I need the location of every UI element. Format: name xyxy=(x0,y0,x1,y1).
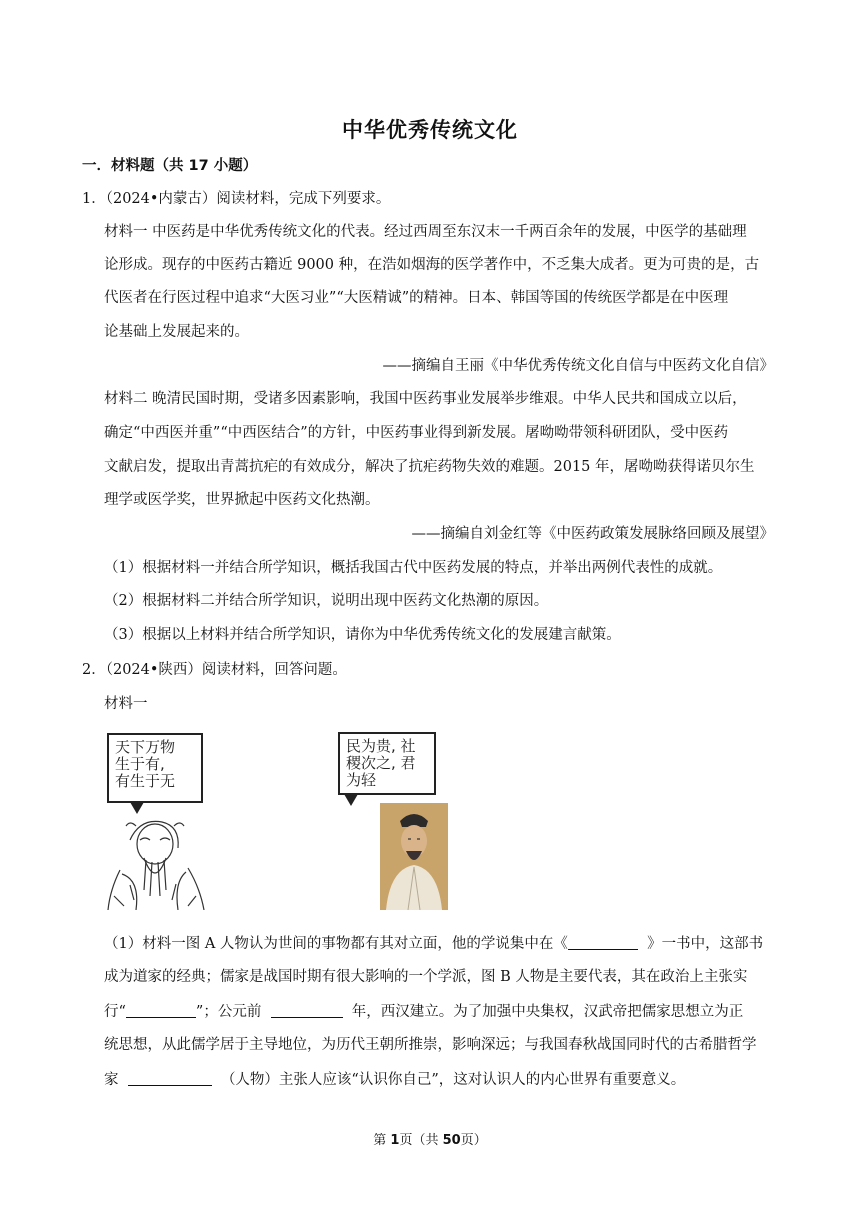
page-number: 1 xyxy=(390,1133,400,1148)
material-1-line: 论基础上发展起来的。 xyxy=(104,324,249,340)
material-2-line: 文献启发，提取出青蒿抗疟的有效成分，解决了抗疟药物失效的难题。2015 年，屠呦呦获得诺贝尔生 xyxy=(104,459,755,475)
speech-bubble-b xyxy=(338,732,436,795)
material-2-line: 理学或医学奖，世界掀起中医药文化热潮。 xyxy=(104,492,380,508)
page-footer: 第 1页（共 50页） xyxy=(373,1133,487,1148)
mencius-portrait-icon xyxy=(380,803,448,910)
speech-bubble-a xyxy=(107,733,203,803)
figure-a xyxy=(100,730,310,910)
q2-paragraph-line: 统思想，从此儒学居于主导地位，为历代王朝所推崇，影响深远；与我国春秋战国同时代的古希腊哲学 xyxy=(104,1037,757,1053)
page-title: 中华优秀传统文化 xyxy=(342,118,518,142)
bubble-b-line: 稷次之, 君 xyxy=(346,754,416,772)
sub-question-1: （1）根据材料一并结合所学知识，概括我国古代中医药发展的特点，并举出两例代表性的成就。 xyxy=(104,560,723,576)
answer-blank[interactable] xyxy=(568,933,638,950)
material-1-line: 论形成。现存的中医药古籍近 9000 种，在浩如烟海的医学著作中，不乏集大成者。更为可贵的是，古 xyxy=(104,257,760,273)
material-1-line: 代医者在行医过程中追求“大医习业”“大医精诚”的精神。日本、韩国等国的传统医学都是在中医理 xyxy=(104,290,729,306)
bubble-a-line: 天下万物 xyxy=(115,738,176,756)
q2-paragraph-line: （1）材料一图 A 人物认为世间的事物都有其对立面，他的学说集中在《 》一书中，这部书 xyxy=(104,933,763,954)
material-label: 材料一 xyxy=(104,696,148,712)
answer-blank[interactable] xyxy=(126,1001,196,1018)
bubble-b-line: 民为贵, 社 xyxy=(346,737,416,755)
question-2-header: 2．（2024•陕西）阅读材料，回答问题。 xyxy=(82,662,347,678)
material-1-line: 材料一 中医药是中华优秀传统文化的代表。经过西周至东汉末一千两百余年的发展，中医学的基础理 xyxy=(104,224,747,240)
figure-b xyxy=(330,730,470,910)
bubble-tail-icon xyxy=(344,794,358,806)
answer-blank[interactable] xyxy=(128,1069,212,1086)
answer-blank[interactable] xyxy=(271,1001,343,1018)
question-1-header: 1．（2024•内蒙古）阅读材料，完成下列要求。 xyxy=(82,191,391,207)
q2-paragraph-line: 成为道家的经典；儒家是战国时期有很大影响的一个学派，图 B 人物是主要代表，其在政治上主张实 xyxy=(104,969,748,985)
sub-question-2: （2）根据材料二并结合所学知识，说明出现中医药文化热潮的原因。 xyxy=(104,593,549,609)
material-2-source: ——摘编自刘金红等《中医药政策发展脉络回顾及展望》 xyxy=(411,526,774,542)
bubble-a-line: 有生于无 xyxy=(115,772,176,790)
material-2-line: 确定“中西医并重”“中西医结合”的方针，中医药事业得到新发展。屠呦呦带领科研团队，受中医药 xyxy=(104,425,729,441)
bubble-a-line: 生于有, xyxy=(115,755,165,773)
page-total: 50 xyxy=(442,1133,461,1148)
bubble-b-line: 为轻 xyxy=(346,771,377,789)
sub-question-3: （3）根据以上材料并结合所学知识，请你为中华优秀传统文化的发展建言献策。 xyxy=(104,627,621,643)
q2-paragraph-line: 行“ ”；公元前 年，西汉建立。为了加强中央集权，汉武帝把儒家思想立为正 xyxy=(104,1001,743,1022)
material-2-line: 材料二 晚清民国时期，受诸多因素影响，我国中医药事业发展举步维艰。中华人民共和国成立以后， xyxy=(104,391,747,407)
material-1-source: ——摘编自王丽《中华优秀传统文化自信与中医药文化自信》 xyxy=(382,358,774,374)
q2-paragraph-line: 家 （人物）主张人应该“认识你自己”，这对认识人的内心世界有重要意义。 xyxy=(104,1069,685,1090)
laozi-portrait-icon xyxy=(100,810,210,910)
section-heading: 一．材料题（共 17 小题） xyxy=(82,158,258,174)
